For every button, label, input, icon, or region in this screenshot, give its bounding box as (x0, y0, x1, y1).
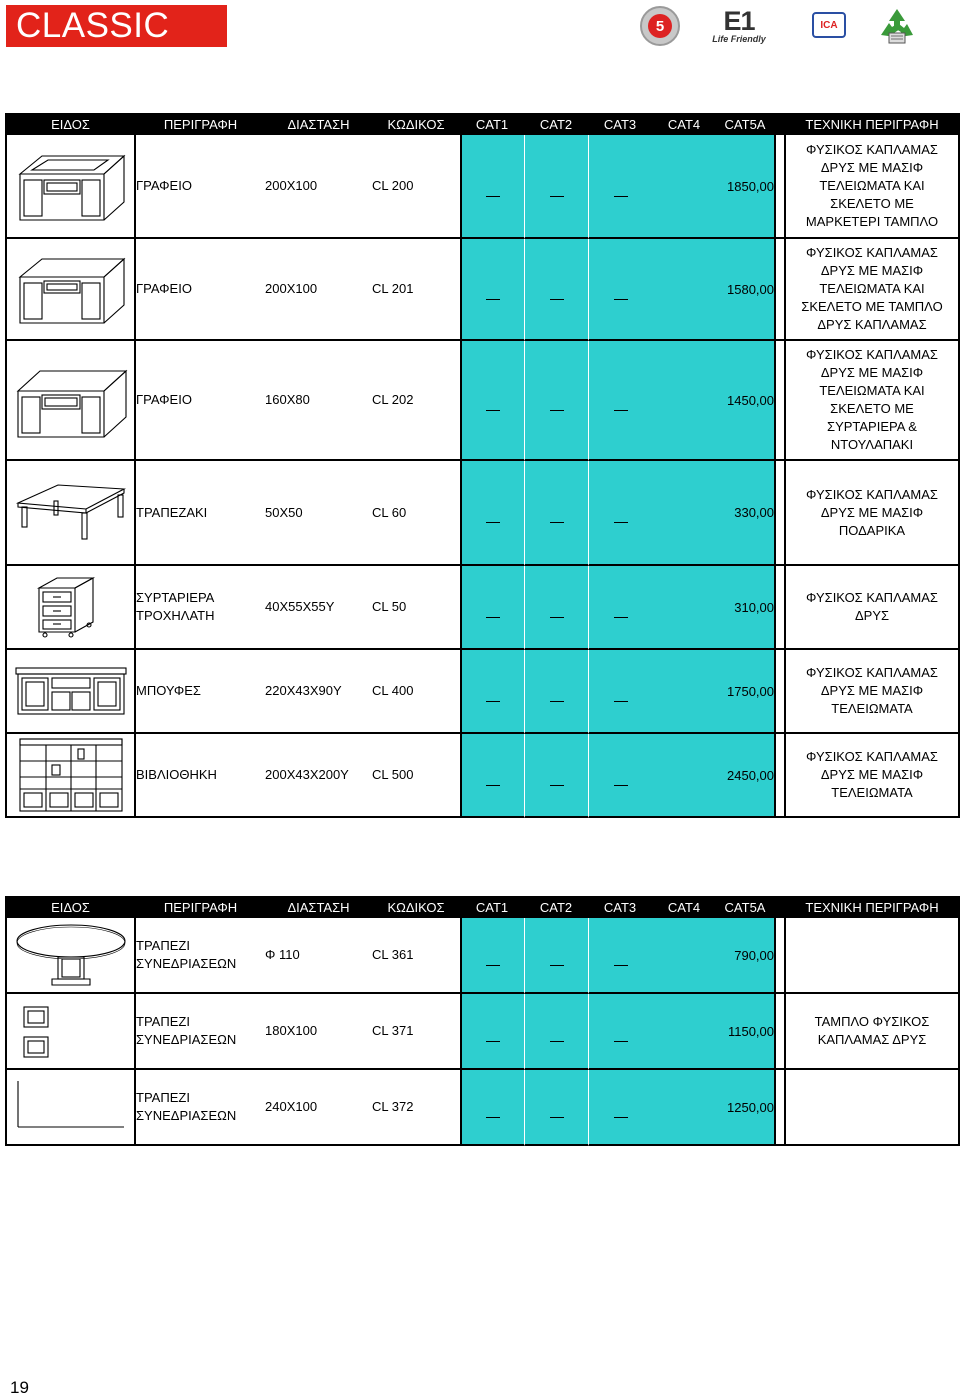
product-dimensions: 40X55X55Y (265, 566, 372, 650)
product-description: ΣΥΡΤΑΡΙΕΡΑ ΤΡΟΧΗΛΑΤΗ (136, 566, 265, 650)
product-code: CL 201 (372, 239, 460, 341)
cat3-cell (588, 918, 652, 994)
col-kodikos: ΚΩΔΙΚΟΣ (372, 896, 460, 918)
product-code: CL 50 (372, 566, 460, 650)
table-row (5, 239, 960, 341)
five-year-warranty-badge-icon: 5 (640, 6, 680, 46)
product-description: ΓΡΑΦΕΙΟ (136, 135, 265, 239)
table-row (5, 994, 960, 1070)
ica-logo-icon: ICA (798, 6, 860, 46)
product-description: ΤΡΑΠΕΖΙ ΣΥΝΕΔΡΙΑΣΕΩΝ (136, 918, 265, 994)
cat3-cell (588, 994, 652, 1070)
desk-with-drawers-icon (5, 341, 136, 461)
technical-description: ΦΥΣΙΚΟΣ ΚΑΠΛΑΜΑΣ ΔΡΥΣ ΜΕ ΜΑΣΙΦ ΤΕΛΕΙΩΜΑΤΑ (784, 650, 960, 734)
cat1-cell (460, 239, 524, 341)
not-available-dash (614, 701, 628, 702)
table-header-row (5, 896, 960, 918)
catalog-title: CLASSIC (6, 5, 227, 47)
product-code: CL 372 (372, 1070, 460, 1146)
product-code: CL 200 (372, 135, 460, 239)
cat3-cell (588, 341, 652, 461)
mobile-drawer-unit-icon (5, 566, 136, 650)
table-row (5, 734, 960, 818)
col-cat4: CAT4 (652, 896, 716, 918)
col-cat4: CAT4 (652, 113, 716, 135)
product-dimensions: 220X43X90Y (265, 650, 372, 734)
cat2-cell (524, 461, 588, 566)
product-dimensions: 160X80 (265, 341, 372, 461)
cat1-cell (460, 1070, 524, 1146)
cat2-cell (524, 994, 588, 1070)
col-diastasi: ΔΙΑΣΤΑΣΗ (265, 896, 372, 918)
cat3-cell (588, 734, 652, 818)
product-price: 1250,00 (652, 1070, 774, 1146)
not-available-dash (550, 299, 564, 300)
not-available-dash (614, 1041, 628, 1042)
cat3-cell (588, 461, 652, 566)
col-diastasi: ΔΙΑΣΤΑΣΗ (265, 113, 372, 135)
product-price: 1150,00 (652, 994, 774, 1070)
not-available-dash (550, 617, 564, 618)
cat3-cell (588, 135, 652, 239)
not-available-dash (614, 785, 628, 786)
oval-conference-table-icon (5, 918, 136, 994)
not-available-dash (550, 1041, 564, 1042)
cat2-cell (524, 239, 588, 341)
col-cat3: CAT3 (588, 113, 652, 135)
not-available-dash (486, 522, 500, 523)
product-dimensions: 240X100 (265, 1070, 372, 1146)
cat2-cell (524, 650, 588, 734)
col-cat5a: CAT5A (716, 896, 774, 918)
product-price: 330,00 (652, 461, 774, 566)
col-cat5a: CAT5A (716, 113, 774, 135)
not-available-dash (486, 701, 500, 702)
table-row (5, 461, 960, 566)
product-code: CL 361 (372, 918, 460, 994)
col-cat2: CAT2 (524, 896, 588, 918)
side-table-icon (5, 461, 136, 566)
not-available-dash (486, 965, 500, 966)
product-price: 310,00 (652, 566, 774, 650)
recycle-logo-icon (874, 5, 920, 47)
not-available-dash (550, 965, 564, 966)
cat3-cell (588, 650, 652, 734)
cat1-cell (460, 650, 524, 734)
product-description: ΤΡΑΠΕΖΙ ΣΥΝΕΔΡΙΑΣΕΩΝ (136, 994, 265, 1070)
product-price: 2450,00 (652, 734, 774, 818)
cat1-cell (460, 566, 524, 650)
product-dimensions: Φ 110 (265, 918, 372, 994)
not-available-dash (486, 299, 500, 300)
product-description: ΓΡΑΦΕΙΟ (136, 239, 265, 341)
table-row (5, 566, 960, 650)
col-techniki: ΤΕΧΝΙΚΗ ΠΕΡΙΓΡΑΦΗ (784, 896, 960, 918)
product-description: ΒΙΒΛΙΟΘΗΚΗ (136, 734, 265, 818)
bookcase-icon (5, 734, 136, 818)
technical-description (784, 1070, 960, 1146)
product-price: 790,00 (652, 918, 774, 994)
not-available-dash (614, 965, 628, 966)
product-description: ΤΡΑΠΕΖΑΚΙ (136, 461, 265, 566)
col-eidos: ΕΙΔΟΣ (5, 113, 136, 135)
table-row (5, 135, 960, 239)
col-cat1: CAT1 (460, 113, 524, 135)
technical-description: ΦΥΣΙΚΟΣ ΚΑΠΛΑΜΑΣ ΔΡΥΣ ΜΕ ΜΑΣΙΦ ΤΕΛΕΙΩΜΑΤΑ ΚΑΙ ΣΚΕΛΕΤΟ ΜΕ ΜΑΡΚΕΤΕΡΙ ΤΑΜΠΛΟ (784, 135, 960, 239)
not-available-dash (486, 1041, 500, 1042)
col-techniki: ΤΕΧΝΙΚΗ ΠΕΡΙΓΡΑΦΗ (784, 113, 960, 135)
table-row (5, 341, 960, 461)
product-code: CL 202 (372, 341, 460, 461)
cat3-cell (588, 239, 652, 341)
product-dimensions: 200X100 (265, 239, 372, 341)
large-conference-table-icon (5, 1070, 136, 1146)
table-header-row (5, 113, 960, 135)
technical-description: ΤΑΜΠΛΟ ΦΥΣΙΚΟΣ ΚΑΠΛΑΜΑΣ ΔΡΥΣ (784, 994, 960, 1070)
product-description: ΜΠΟΥΦΕΣ (136, 650, 265, 734)
product-price: 1850,00 (652, 135, 774, 239)
product-code: CL 371 (372, 994, 460, 1070)
cat1-cell (460, 341, 524, 461)
not-available-dash (486, 1117, 500, 1118)
cat2-cell (524, 341, 588, 461)
technical-description: ΦΥΣΙΚΟΣ ΚΑΠΛΑΜΑΣ ΔΡΥΣ ΜΕ ΜΑΣΙΦ ΤΕΛΕΙΩΜΑΤΑ ΚΑΙ ΣΚΕΛΕΤΟ ΜΕ ΣΥΡΤΑΡΙΕΡΑ & ΝΤΟΥΛΑΠΑΚΙ (784, 341, 960, 461)
technical-description: ΦΥΣΙΚΟΣ ΚΑΠΛΑΜΑΣ ΔΡΥΣ (784, 566, 960, 650)
table-row (5, 650, 960, 734)
cat2-cell (524, 135, 588, 239)
technical-description (784, 918, 960, 994)
not-available-dash (550, 785, 564, 786)
not-available-dash (486, 617, 500, 618)
rectangular-conference-table-icon (5, 994, 136, 1070)
col-kodikos: ΚΩΔΙΚΟΣ (372, 113, 460, 135)
cat1-cell (460, 918, 524, 994)
product-code: CL 400 (372, 650, 460, 734)
cat1-cell (460, 994, 524, 1070)
product-table-conference (5, 896, 960, 1146)
cat3-cell (588, 566, 652, 650)
cat1-cell (460, 461, 524, 566)
page-number: 19 (10, 1378, 29, 1397)
cat2-cell (524, 734, 588, 818)
sideboard-icon (5, 650, 136, 734)
product-dimensions: 200X100 (265, 135, 372, 239)
not-available-dash (614, 617, 628, 618)
product-dimensions: 200X43X200Y (265, 734, 372, 818)
cat2-cell (524, 566, 588, 650)
not-available-dash (550, 410, 564, 411)
cat3-cell (588, 1070, 652, 1146)
not-available-dash (486, 410, 500, 411)
not-available-dash (550, 701, 564, 702)
col-cat3: CAT3 (588, 896, 652, 918)
executive-desk-marquetry-icon (5, 135, 136, 239)
product-description: ΤΡΑΠΕΖΙ ΣΥΝΕΔΡΙΑΣΕΩΝ (136, 1070, 265, 1146)
not-available-dash (614, 1117, 628, 1118)
cat1-cell (460, 734, 524, 818)
col-perigrafi: ΠΕΡΙΓΡΑΦΗ (136, 113, 265, 135)
executive-desk-icon (5, 239, 136, 341)
technical-description: ΦΥΣΙΚΟΣ ΚΑΠΛΑΜΑΣ ΔΡΥΣ ΜΕ ΜΑΣΙΦ ΤΕΛΕΙΩΜΑΤΑ ΚΑΙ ΣΚΕΛΕΤΟ ΜΕ ΤΑΜΠΛΟ ΔΡΥΣ ΚΑΠΛΑΜΑΣ (784, 239, 960, 341)
product-description: ΓΡΑΦΕΙΟ (136, 341, 265, 461)
not-available-dash (486, 785, 500, 786)
col-cat2: CAT2 (524, 113, 588, 135)
e1-life-friendly-logo-icon: E1 Life Friendly (712, 6, 766, 44)
cat2-cell (524, 1070, 588, 1146)
product-price: 1750,00 (652, 650, 774, 734)
not-available-dash (614, 522, 628, 523)
table-row (5, 918, 960, 994)
col-cat1: CAT1 (460, 896, 524, 918)
product-price: 1450,00 (652, 341, 774, 461)
not-available-dash (486, 196, 500, 197)
product-code: CL 500 (372, 734, 460, 818)
technical-description: ΦΥΣΙΚΟΣ ΚΑΠΛΑΜΑΣ ΔΡΥΣ ΜΕ ΜΑΣΙΦ ΠΟΔΑΡΙΚΑ (784, 461, 960, 566)
cat2-cell (524, 918, 588, 994)
product-table-office (5, 113, 960, 818)
not-available-dash (550, 196, 564, 197)
not-available-dash (550, 522, 564, 523)
technical-description: ΦΥΣΙΚΟΣ ΚΑΠΛΑΜΑΣ ΔΡΥΣ ΜΕ ΜΑΣΙΦ ΤΕΛΕΙΩΜΑΤΑ (784, 734, 960, 818)
product-code: CL 60 (372, 461, 460, 566)
col-perigrafi: ΠΕΡΙΓΡΑΦΗ (136, 896, 265, 918)
not-available-dash (614, 196, 628, 197)
table-row (5, 1070, 960, 1146)
not-available-dash (614, 299, 628, 300)
col-eidos: ΕΙΔΟΣ (5, 896, 136, 918)
cat1-cell (460, 135, 524, 239)
product-price: 1580,00 (652, 239, 774, 341)
product-dimensions: 50X50 (265, 461, 372, 566)
certification-logos (640, 4, 920, 48)
not-available-dash (550, 1117, 564, 1118)
not-available-dash (614, 410, 628, 411)
product-dimensions: 180X100 (265, 994, 372, 1070)
